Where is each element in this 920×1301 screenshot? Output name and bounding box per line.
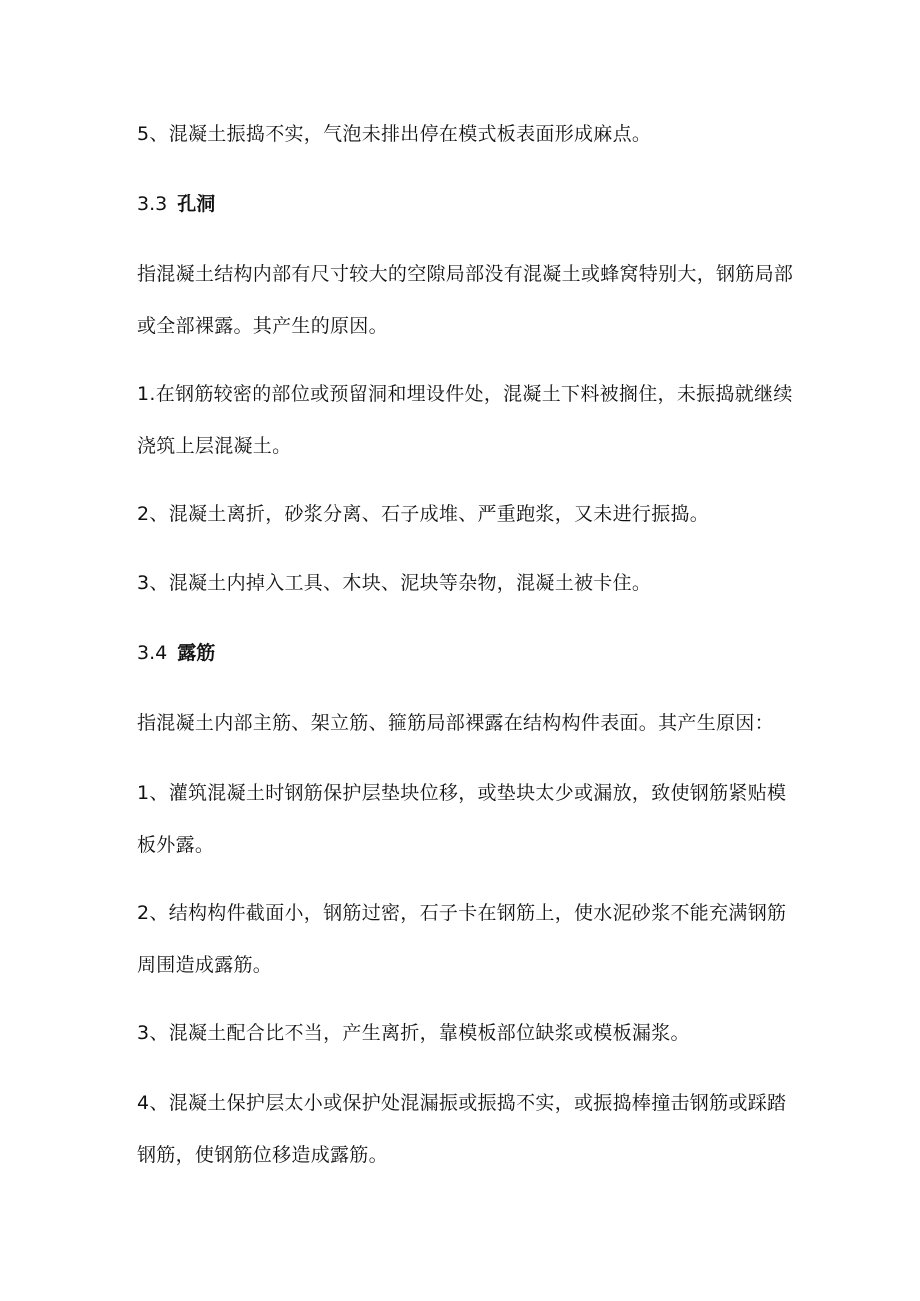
paragraph-holes-cause-1: 1.在钢筋较密的部位或预留洞和埋设件处，混凝土下料被搁住，未振捣就继续浇筑上层混凝土。 [137,383,793,457]
section-number: 3.3 [137,193,168,215]
paragraph-holes-definition: 指混凝土结构内部有尺寸较大的空隙局部没有混凝土或蜂窝特别大，钢筋局部或全部裸露。其产生的原因。 [137,263,794,337]
section-heading-3-4 [137,627,215,679]
paragraph-cause-5-pitting: 5、混凝土振捣不实，气泡未排出停在模式板表面形成麻点。 [137,123,652,145]
paragraph-exposed-rebar-cause-3: 3、混凝土配合比不当，产生离折，靠模板部位缺浆或模板漏浆。 [137,1022,690,1044]
paragraph-exposed-rebar-cause-1: 1、灌筑混凝土时钢筋保护层垫块位移，或垫块太少或漏放，致使钢筋紧贴模板外露。 [137,782,787,856]
paragraph-exposed-rebar-definition: 指混凝土内部主筋、架立筋、箍筋局部裸露在结构构件表面。其产生原因： [137,712,774,734]
paragraph-holes-cause-2: 2、混凝土离折，砂浆分离、石子成堆、严重跑浆，又未进行振捣。 [137,503,710,525]
section-number: 3.4 [137,642,168,664]
paragraph-exposed-rebar-cause-4: 4、混凝土保护层太小或保护处混漏振或振捣不实，或振捣棒撞击钢筋或踩踏钢筋，使钢筋位移造成露筋。 [137,1092,787,1166]
section-heading-3-3 [137,178,215,230]
paragraph-exposed-rebar-cause-2: 2、结构构件截面小，钢筋过密，石子卡在钢筋上，使水泥砂浆不能充满钢筋周围造成露筋。 [137,902,787,976]
section-title: 露筋 [177,642,216,664]
section-title: 孔洞 [177,193,216,215]
paragraph-holes-cause-3: 3、混凝土内掉入工具、木块、泥块等杂物，混凝土被卡住。 [137,572,652,594]
